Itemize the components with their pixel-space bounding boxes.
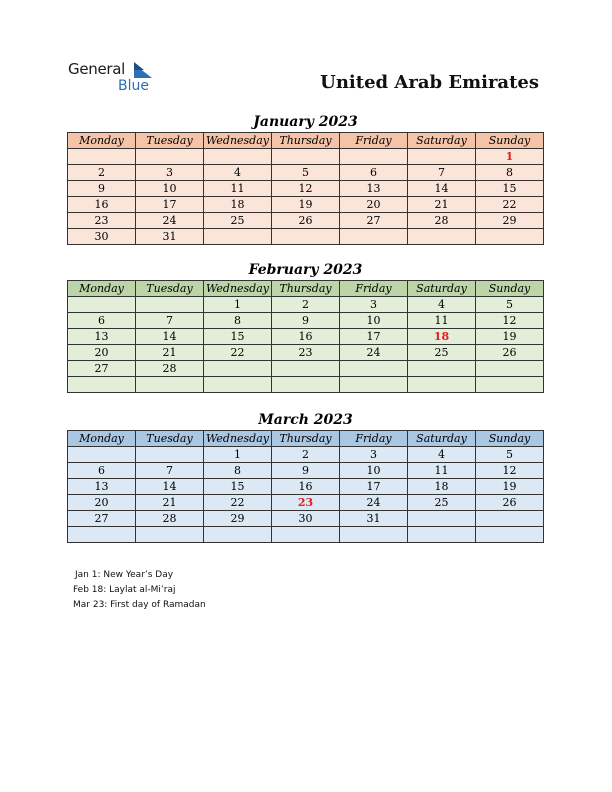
empty-cell <box>136 377 204 393</box>
month-title: January 2023 <box>253 114 358 130</box>
day-cell: 15 <box>476 181 544 197</box>
day-cell: 8 <box>204 313 272 329</box>
day-cell: 8 <box>476 165 544 181</box>
week-row <box>68 329 544 345</box>
empty-cell <box>408 361 476 377</box>
weekday-header: Monday <box>68 133 136 149</box>
week-row <box>68 165 544 181</box>
weekday-header: Sunday <box>476 281 544 297</box>
day-cell: 1 <box>204 297 272 313</box>
week-row <box>68 377 544 393</box>
month-january <box>67 112 544 245</box>
day-cell: 7 <box>136 463 204 479</box>
day-cell: 12 <box>476 463 544 479</box>
week-row <box>68 495 544 511</box>
day-cell: 24 <box>340 495 408 511</box>
weekday-header: Monday <box>68 431 136 447</box>
empty-cell <box>136 149 204 165</box>
day-cell: 16 <box>272 479 340 495</box>
empty-cell <box>476 377 544 393</box>
week-row <box>68 213 544 229</box>
empty-cell <box>476 229 544 245</box>
day-cell: 16 <box>272 329 340 345</box>
empty-cell <box>476 511 544 527</box>
day-cell: 22 <box>204 495 272 511</box>
day-cell: 2 <box>68 165 136 181</box>
day-cell: 10 <box>136 181 204 197</box>
day-cell: 23 <box>68 213 136 229</box>
weekday-header: Friday <box>340 133 408 149</box>
empty-cell <box>136 447 204 463</box>
weekday-header: Thursday <box>272 133 340 149</box>
day-cell: 16 <box>68 197 136 213</box>
day-cell: 4 <box>408 297 476 313</box>
day-cell: 14 <box>408 181 476 197</box>
day-cell: 17 <box>340 329 408 345</box>
holiday-day-cell: 18 <box>408 329 476 345</box>
day-cell: 12 <box>476 313 544 329</box>
day-cell: 14 <box>136 479 204 495</box>
day-cell: 18 <box>408 479 476 495</box>
holiday-note: Feb 18: Laylat al-Mi’raj <box>73 585 176 595</box>
day-cell: 24 <box>136 213 204 229</box>
logo-word-blue: Blue <box>118 78 149 94</box>
day-cell: 17 <box>340 479 408 495</box>
empty-cell <box>408 229 476 245</box>
day-cell: 22 <box>204 345 272 361</box>
week-row <box>68 149 544 165</box>
weekday-header: Wednesday <box>204 281 272 297</box>
day-cell: 30 <box>68 229 136 245</box>
weekday-header: Thursday <box>272 431 340 447</box>
weekday-header: Saturday <box>408 281 476 297</box>
empty-cell <box>340 149 408 165</box>
empty-cell <box>272 361 340 377</box>
day-cell: 28 <box>136 511 204 527</box>
week-row <box>68 361 544 377</box>
weekday-header: Sunday <box>476 431 544 447</box>
day-cell: 3 <box>136 165 204 181</box>
day-cell: 19 <box>476 479 544 495</box>
day-cell: 13 <box>68 329 136 345</box>
weekday-header: Saturday <box>408 133 476 149</box>
empty-cell <box>476 361 544 377</box>
day-cell: 28 <box>136 361 204 377</box>
day-cell: 14 <box>136 329 204 345</box>
logo-word-general: General <box>68 60 126 78</box>
day-cell: 15 <box>204 479 272 495</box>
week-row <box>68 511 544 527</box>
day-cell: 21 <box>136 495 204 511</box>
day-cell: 9 <box>272 313 340 329</box>
empty-cell <box>340 527 408 543</box>
day-cell: 9 <box>272 463 340 479</box>
empty-cell <box>476 527 544 543</box>
day-cell: 21 <box>136 345 204 361</box>
day-cell: 26 <box>476 345 544 361</box>
day-cell: 22 <box>476 197 544 213</box>
month-title: March 2023 <box>258 412 353 428</box>
day-cell: 20 <box>340 197 408 213</box>
day-cell: 6 <box>340 165 408 181</box>
empty-cell <box>272 149 340 165</box>
day-cell: 7 <box>408 165 476 181</box>
month-title: February 2023 <box>248 262 363 278</box>
day-cell: 5 <box>476 447 544 463</box>
week-row <box>68 463 544 479</box>
empty-cell <box>68 149 136 165</box>
day-cell: 24 <box>340 345 408 361</box>
day-cell: 26 <box>272 213 340 229</box>
day-cell: 19 <box>272 197 340 213</box>
calendar-table <box>67 280 544 393</box>
day-cell: 12 <box>272 181 340 197</box>
empty-cell <box>408 511 476 527</box>
day-cell: 10 <box>340 313 408 329</box>
day-cell: 20 <box>68 495 136 511</box>
weekday-header: Friday <box>340 431 408 447</box>
empty-cell <box>204 361 272 377</box>
general-blue-logo <box>68 60 168 100</box>
day-cell: 25 <box>204 213 272 229</box>
day-cell: 2 <box>272 297 340 313</box>
day-cell: 27 <box>68 361 136 377</box>
day-cell: 31 <box>340 511 408 527</box>
week-row <box>68 479 544 495</box>
day-cell: 7 <box>136 313 204 329</box>
day-cell: 27 <box>340 213 408 229</box>
day-cell: 11 <box>408 313 476 329</box>
week-row <box>68 297 544 313</box>
day-cell: 4 <box>408 447 476 463</box>
empty-cell <box>340 361 408 377</box>
empty-cell <box>204 229 272 245</box>
holiday-day-cell: 23 <box>272 495 340 511</box>
day-cell: 4 <box>204 165 272 181</box>
weekday-header: Tuesday <box>136 431 204 447</box>
day-cell: 8 <box>204 463 272 479</box>
holiday-notes <box>73 568 206 613</box>
empty-cell <box>68 447 136 463</box>
day-cell: 9 <box>68 181 136 197</box>
day-cell: 3 <box>340 447 408 463</box>
day-cell: 25 <box>408 495 476 511</box>
day-cell: 29 <box>476 213 544 229</box>
weekday-header: Wednesday <box>204 431 272 447</box>
empty-cell <box>68 297 136 313</box>
empty-cell <box>340 377 408 393</box>
empty-cell <box>340 229 408 245</box>
weekday-header-row <box>68 431 544 447</box>
day-cell: 13 <box>340 181 408 197</box>
empty-cell <box>204 527 272 543</box>
weekday-header: Thursday <box>272 281 340 297</box>
day-cell: 15 <box>204 329 272 345</box>
week-row <box>68 447 544 463</box>
week-row <box>68 197 544 213</box>
day-cell: 23 <box>272 345 340 361</box>
empty-cell <box>204 149 272 165</box>
day-cell: 27 <box>68 511 136 527</box>
logo-triangle-icon <box>134 62 154 78</box>
empty-cell <box>68 527 136 543</box>
month-march <box>67 410 544 543</box>
day-cell: 20 <box>68 345 136 361</box>
week-row <box>68 345 544 361</box>
day-cell: 31 <box>136 229 204 245</box>
weekday-header: Tuesday <box>136 133 204 149</box>
day-cell: 18 <box>204 197 272 213</box>
day-cell: 11 <box>204 181 272 197</box>
weekday-header: Monday <box>68 281 136 297</box>
calendar-table <box>67 430 544 543</box>
empty-cell <box>204 377 272 393</box>
holiday-note: Jan 1: New Year’s Day <box>75 570 174 580</box>
weekday-header: Sunday <box>476 133 544 149</box>
day-cell: 6 <box>68 313 136 329</box>
weekday-header: Wednesday <box>204 133 272 149</box>
day-cell: 21 <box>408 197 476 213</box>
empty-cell <box>408 149 476 165</box>
weekday-header-row <box>68 133 544 149</box>
empty-cell <box>272 527 340 543</box>
empty-cell <box>272 229 340 245</box>
empty-cell <box>136 297 204 313</box>
week-row <box>68 527 544 543</box>
day-cell: 5 <box>272 165 340 181</box>
day-cell: 11 <box>408 463 476 479</box>
holiday-day-cell: 1 <box>476 149 544 165</box>
day-cell: 17 <box>136 197 204 213</box>
month-february <box>67 260 544 393</box>
holiday-note: Mar 23: First day of Ramadan <box>73 600 206 610</box>
day-cell: 13 <box>68 479 136 495</box>
day-cell: 1 <box>204 447 272 463</box>
empty-cell <box>272 377 340 393</box>
day-cell: 5 <box>476 297 544 313</box>
country-title: United Arab Emirates <box>320 72 539 93</box>
day-cell: 26 <box>476 495 544 511</box>
day-cell: 2 <box>272 447 340 463</box>
weekday-header: Friday <box>340 281 408 297</box>
empty-cell <box>136 527 204 543</box>
day-cell: 28 <box>408 213 476 229</box>
day-cell: 25 <box>408 345 476 361</box>
week-row <box>68 181 544 197</box>
day-cell: 10 <box>340 463 408 479</box>
week-row <box>68 229 544 245</box>
weekday-header: Tuesday <box>136 281 204 297</box>
day-cell: 19 <box>476 329 544 345</box>
calendar-table <box>67 132 544 245</box>
day-cell: 30 <box>272 511 340 527</box>
weekday-header: Saturday <box>408 431 476 447</box>
day-cell: 3 <box>340 297 408 313</box>
day-cell: 6 <box>68 463 136 479</box>
day-cell: 29 <box>204 511 272 527</box>
empty-cell <box>408 377 476 393</box>
weekday-header-row <box>68 281 544 297</box>
empty-cell <box>68 377 136 393</box>
week-row <box>68 313 544 329</box>
empty-cell <box>408 527 476 543</box>
